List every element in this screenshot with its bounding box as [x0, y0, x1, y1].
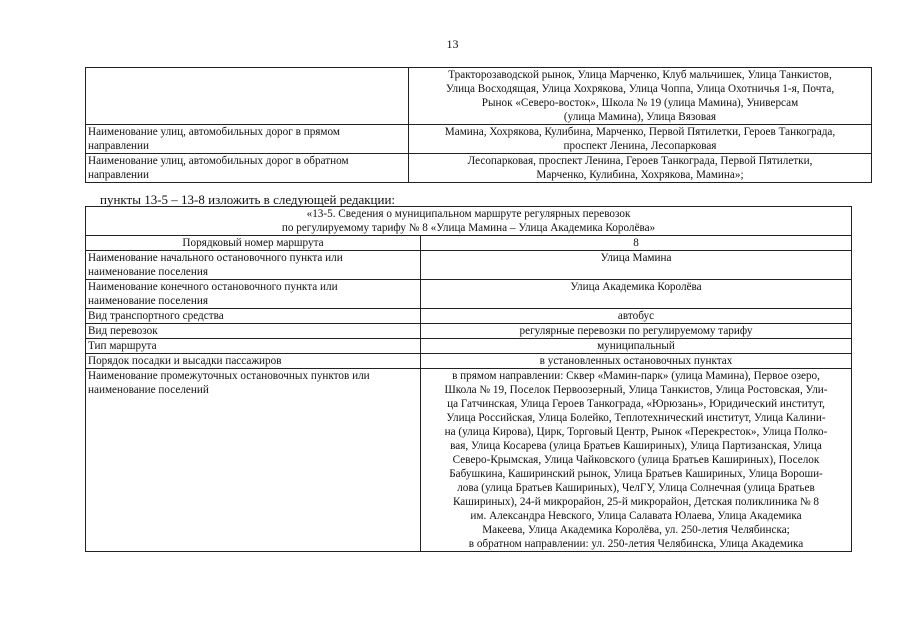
- table-row: [86, 68, 872, 125]
- row-value: [421, 339, 852, 354]
- row-label-line: Вид перевозок: [88, 325, 158, 337]
- table-title-row: [86, 207, 852, 236]
- row-label-line: Наименование улиц, автомобильных дорог в обратном: [88, 155, 349, 167]
- amendment-instruction: пункты 13-5 – 13-8 изложить в следующей редакции:: [100, 192, 396, 207]
- intermediate-stops-value-line: Улица Российская, Улица Болейко, Теплотехнический институт, Улица Калини-: [446, 412, 826, 424]
- row-value-line: Тракторозаводской рынок, Улица Марченко, Клуб мальчишек, Улица Танкистов,: [448, 69, 832, 81]
- intermediate-stops-value-line: Школа № 19, Поселок Первоозерный, Улица Танкистов, Улица Ростовская, Ули-: [444, 384, 828, 396]
- table-row: [86, 324, 852, 339]
- table-row: [86, 280, 852, 309]
- row-value: [409, 68, 872, 125]
- row-label-line: направлении: [88, 140, 149, 152]
- row-value-line: регулярные перевозки по регулируемому тарифу: [519, 325, 753, 337]
- table-row: [86, 354, 852, 369]
- page-number: 13: [446, 37, 459, 51]
- row-value: [421, 324, 852, 339]
- row-label: [86, 309, 421, 324]
- row-value: [421, 309, 852, 324]
- table-row: [86, 251, 852, 280]
- row-value-line: в установленных остановочных пунктах: [539, 355, 733, 367]
- row-value: [409, 154, 872, 183]
- row-value-line: Мамина, Хохрякова, Кулибина, Марченко, Первой Пятилетки, Героев Танкограда,: [444, 126, 836, 138]
- table-title-line: «13-5. Сведения о муниципальном маршруте регулярных перевозок: [306, 208, 631, 220]
- intermediate-stops-value-line: лова (улица Братьев Кашириных), ЧелГУ, Улица Солнечная (улица Братьев: [457, 482, 815, 494]
- intermediate-stops-value-line: Кашириных), 24-й микрорайон, 25-й микрорайон, Детская поликлиника № 8: [452, 496, 820, 508]
- intermediate-stops-value-line: Бабушкина, Каширинский рынок, Улица Братьев Кашириных, Улица Вороши-: [449, 468, 823, 480]
- row-value-line: проспект Ленина, Лесопарковая: [563, 140, 717, 152]
- intermediate-stops-value-line: им. Александра Невского, Улица Салавата Юлаева, Улица Академика: [470, 510, 802, 522]
- intermediate-stops-label-line: Наименование промежуточных остановочных пунктов или: [88, 370, 370, 382]
- row-value-line: автобус: [617, 310, 655, 322]
- table-title: [86, 207, 852, 236]
- row-value-line: Улица Восходящая, Улица Хохрякова, Улица Чоппа, Улица Охотничья 1-я, Почта,: [445, 83, 835, 95]
- intermediate-stops-value-line: в прямом направлении: Сквер «Мамин-парк» (улица Мамина), Первое озеро,: [452, 370, 820, 382]
- row-value-line: Лесопарковая, проспект Ленина, Героев Танкограда, Первой Пятилетки,: [467, 155, 813, 167]
- intermediate-stops-value-line: Северо-Крымская, Улица Чайковского (улица Братьев Кашириных), Поселок: [452, 454, 820, 466]
- row-value-line: Улица Академика Королёва: [570, 281, 702, 293]
- intermediate-stops-label-line: наименование поселений: [88, 384, 209, 396]
- row-value-line: Марченко, Кулибина, Хохрякова, Мамина»;: [536, 169, 744, 181]
- intermediate-stops-value-line: вая, Улица Косарева (улица Братьев Кашириных), Улица Партизанская, Улица: [450, 440, 822, 452]
- row-value: [421, 251, 852, 280]
- intermediate-stops-value-line: Макеева, Улица Академика Королёва, ул. 250-летия Челябинска;: [482, 524, 790, 536]
- row-value-line: Улица Мамина: [600, 252, 672, 264]
- table-row: [86, 339, 852, 354]
- row-label-line: Наименование улиц, автомобильных дорог в прямом: [88, 126, 340, 138]
- intermediate-stops-value-line: ца Гатчинская, Улица Героев Танкограда, «Юрюзань», Юридический институт,: [447, 398, 825, 410]
- row-label: [86, 339, 421, 354]
- row-value-line: (улица Мамина), Улица Вязовая: [563, 111, 717, 123]
- intermediate-stops-label: [86, 369, 421, 552]
- route-info-table: [85, 206, 852, 552]
- row-label-line: Наименование конечного остановочного пункта или: [88, 281, 338, 293]
- row-label: [86, 280, 421, 309]
- row-label-line: Наименование начального остановочного пункта или: [88, 252, 343, 264]
- intermediate-stops-value-line: в обратном направлении: ул. 250-летия Челябинска, Улица Академика: [468, 538, 804, 550]
- intermediate-stops-value: [421, 369, 852, 552]
- table-row: [86, 125, 872, 154]
- row-label-line: наименование поселения: [88, 295, 208, 307]
- table-title-line: по регулируемому тарифу № 8 «Улица Мамина – Улица Академика Королёва»: [281, 222, 656, 234]
- table-row: [86, 154, 872, 183]
- route-number-label: Порядковый номер маршрута: [86, 236, 421, 251]
- row-label: [86, 324, 421, 339]
- table-row: [86, 309, 852, 324]
- row-label-line: направлении: [88, 169, 149, 181]
- row-label: [86, 125, 409, 154]
- row-value: [409, 125, 872, 154]
- row-label-line: Вид транспортного средства: [88, 310, 224, 322]
- row-label-line: Тип маршрута: [88, 340, 157, 352]
- street-list-table: [85, 67, 872, 183]
- route-number-value: 8: [421, 236, 852, 251]
- row-value: [421, 354, 852, 369]
- row-label: [86, 154, 409, 183]
- row-label-line: Порядок посадки и высадки пассажиров: [88, 355, 282, 367]
- route-number-row: [86, 236, 852, 251]
- row-label: [86, 354, 421, 369]
- row-value: [421, 280, 852, 309]
- intermediate-stops-row: [86, 369, 852, 552]
- row-value-line: муниципальный: [597, 340, 675, 352]
- intermediate-stops-value-line: на (улица Кирова), Цирк, Торговый Центр, Рынок «Перекресток», Улица Полко-: [444, 426, 828, 438]
- row-value-line: Рынок «Северо-восток», Школа № 19 (улица Мамина), Универсам: [481, 97, 799, 109]
- row-label: [86, 251, 421, 280]
- row-label: [86, 68, 409, 125]
- row-label-line: наименование поселения: [88, 266, 208, 278]
